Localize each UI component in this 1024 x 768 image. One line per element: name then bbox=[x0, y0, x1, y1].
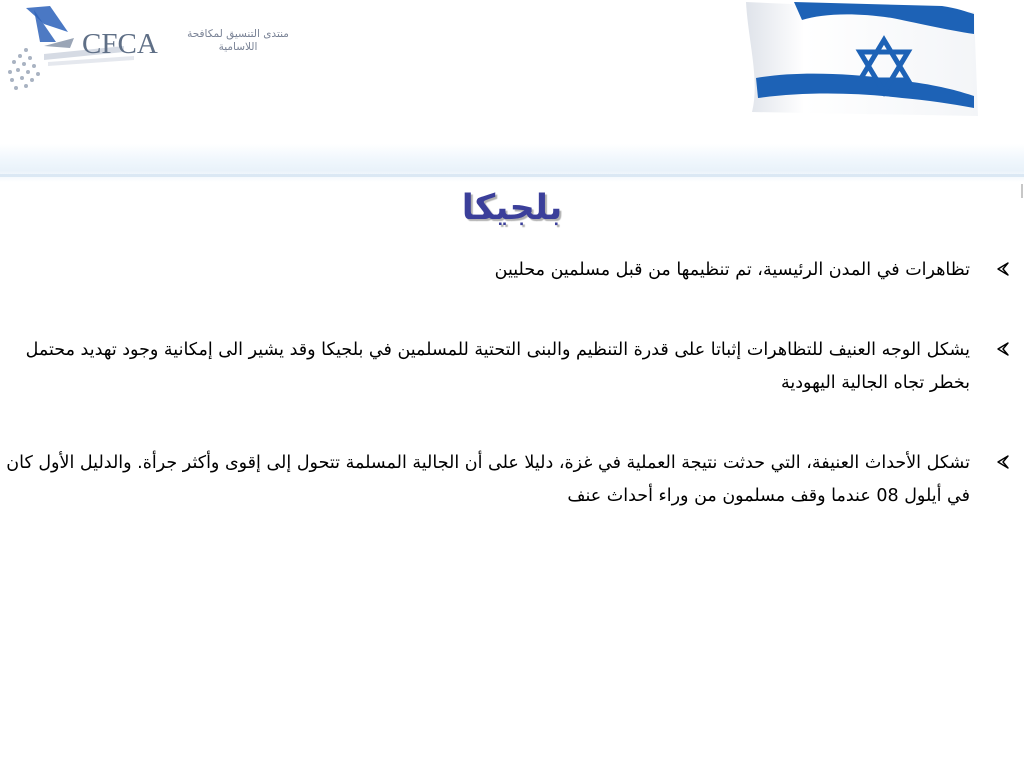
edge-mark bbox=[1021, 184, 1023, 198]
bullet-text: تظاهرات في المدن الرئيسية، تم تنظيمها من قبل مسلمين محليين bbox=[494, 260, 970, 280]
slide-title: بلجيكا bbox=[461, 188, 563, 228]
cfca-logo bbox=[4, 2, 304, 98]
bullet-list bbox=[6, 254, 1018, 513]
logo-arabic-text: منتدى التنسيق لمكافحة اللاسامية bbox=[187, 28, 289, 53]
arrowhead-bullet-icon bbox=[994, 453, 1012, 471]
bullet-item bbox=[6, 447, 1018, 513]
bullet-text: تشكل الأحداث العنيفة، التي حدثت نتيجة العملية في غزة، دليلا على أن الجالية المسلمة تتحول إلى إقوى وأكثر جرأة. والدليل الأول كان في أيلول 08 عندما وقف مسلمون من وراء أحداث عنف bbox=[6, 453, 970, 506]
flag-icon bbox=[742, 0, 982, 124]
logo-latin-text: CFCA bbox=[82, 28, 158, 60]
bullet-item bbox=[6, 254, 1018, 287]
arrowhead-bullet-icon bbox=[994, 260, 1012, 278]
bullet-item bbox=[6, 334, 1018, 400]
header-divider bbox=[0, 174, 1024, 177]
bullet-text: يشكل الوجه العنيف للتظاهرات إثباتا على قدرة التنظيم والبنى التحتية للمسلمين في بلجيكا وقد يشير الى إمكانية وجود تهديد محتمل بخطر تجاه الجالية اليهودية bbox=[25, 340, 970, 393]
arrowhead-bullet-icon bbox=[994, 340, 1012, 358]
israel-flag bbox=[742, 0, 982, 124]
